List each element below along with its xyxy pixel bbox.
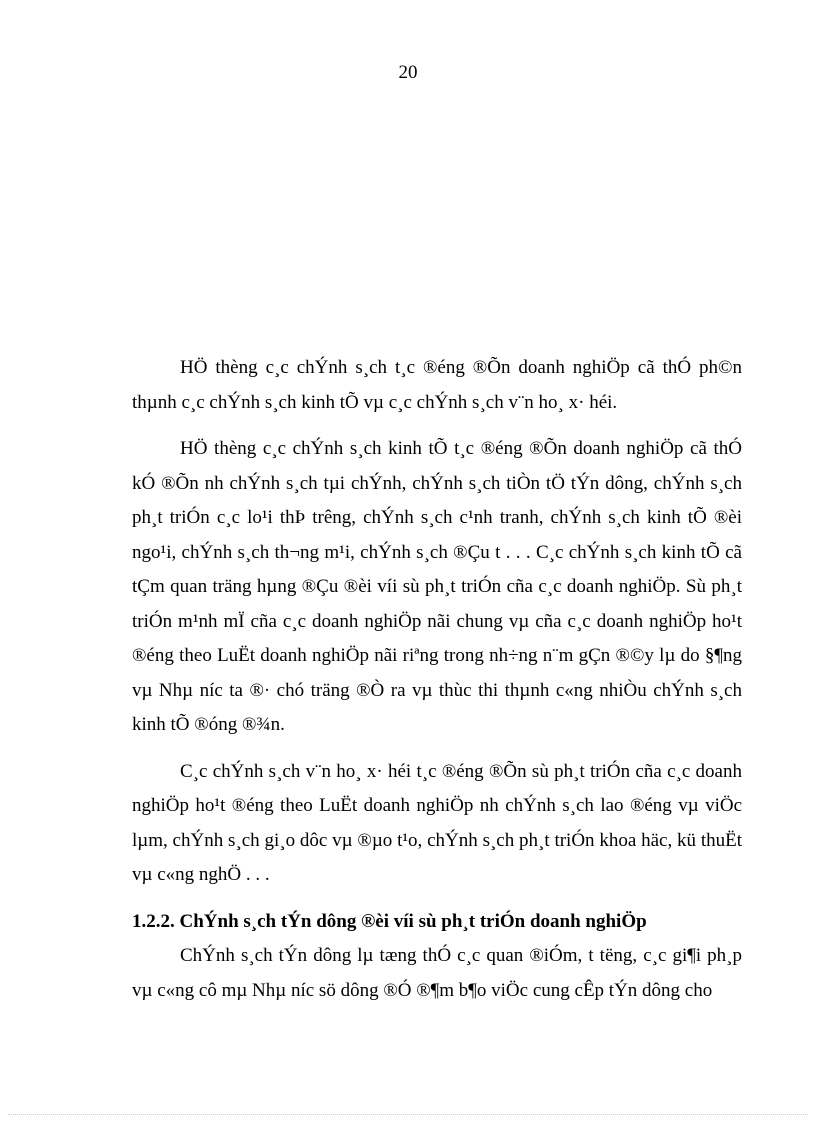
paragraph-credit-policy: ChÝnh s¸ch tÝn dông lµ tæng thÓ c¸c quan ®iÓm, t tëng, c¸c gi¶i ph¸p vµ c«ng cô mµ Nhµ níc sö dông ®Ó ®¶m b¶o viÖc cung cÊp tÝn dông cho bbox=[132, 945, 742, 1001]
document-body bbox=[132, 351, 742, 1020]
paragraph-policy-system: HÖ thèng c¸c chÝnh s¸ch t¸c ®éng ®Õn doanh nghiÖp cã thÓ ph©n thµnh c¸c chÝnh s¸ch kinh tÕ vµ c¸c chÝnh s¸ch v¨n ho¸ x· héi. bbox=[132, 357, 742, 413]
paragraph-economic-policies: HÖ thèng c¸c chÝnh s¸ch kinh tÕ t¸c ®éng ®Õn doanh nghiÖp cã thÓ kÓ ®Õn nh chÝnh s¸ch tµi chÝnh, chÝnh s¸ch tiÒn tÖ tÝn dông, chÝnh s¸ch ph¸t triÓn c¸c lo¹i thÞ trêng, chÝnh s¸ch c¹nh tranh, chÝnh s¸ch kinh tÕ ®èi ngo¹i, chÝnh s¸ch th¬ng m¹i, chÝnh s¸ch ®Çu t . . . C¸c chÝnh s¸ch kinh tÕ cã tÇm quan träng hµng ®Çu ®èi víi sù ph¸t triÓn cña c¸c doanh nghiÖp. Sù ph¸t triÓn m¹nh mÏ cña c¸c doanh nghiÖp nãi chung vµ cña c¸c doanh nghiÖp ho¹t ®éng theo LuËt doanh nghiÖp nãi riªng trong nh÷ng n¨m gÇn ®©y lµ do §¶ng vµ Nhµ níc ta ®· chó träng ®Ò ra vµ thùc thi thµnh c«ng nhiÒu chÝnh s¸ch kinh tÕ ®óng ®¾n. bbox=[132, 438, 742, 735]
page-number: 20 bbox=[398, 62, 418, 83]
paragraph-social-policies: C¸c chÝnh s¸ch v¨n ho¸ x· héi t¸c ®éng ®Õn sù ph¸t triÓn cña c¸c doanh nghiÖp ho¹t ®éng theo LuËt doanh nghiÖp nh chÝnh s¸ch lao ®éng vµ viÖc lµm, chÝnh s¸ch gi¸o dôc vµ ®µo t¹o, chÝnh s¸ch ph¸t triÓn khoa häc, kü thuËt vµ c«ng nghÖ . . . bbox=[132, 760, 742, 885]
section-heading: 1.2.2. ChÝnh s¸ch tÝn dông ®èi víi sù ph¸t triÓn doanh nghiÖp bbox=[132, 910, 647, 932]
footer-divider bbox=[8, 1114, 808, 1115]
